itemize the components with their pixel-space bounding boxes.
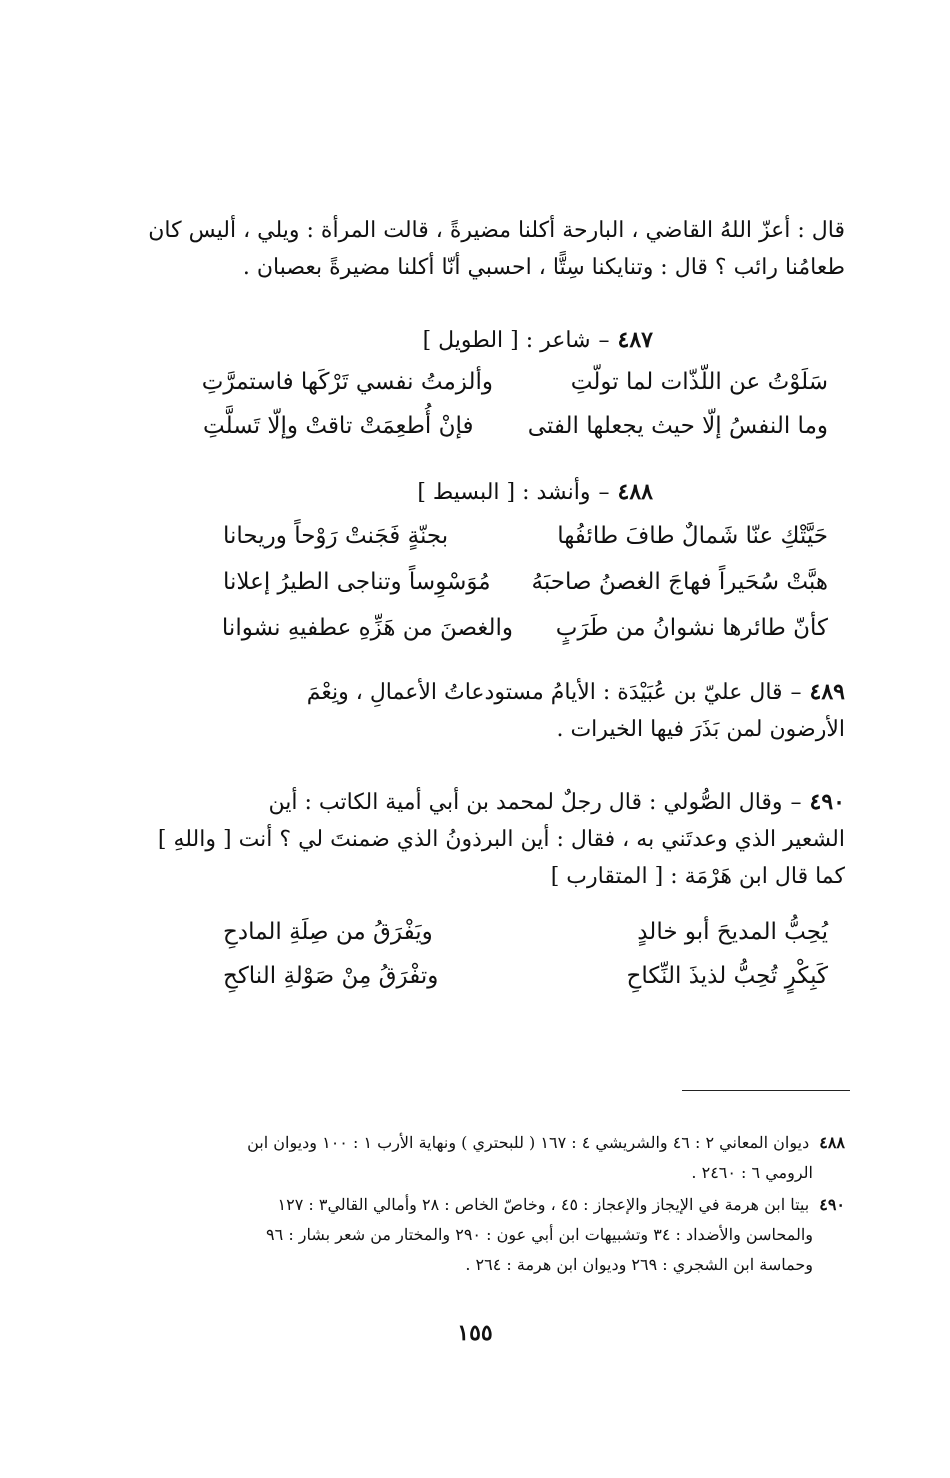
entry-490-line-1: [100, 784, 845, 821]
entry-intro: وأنشد :: [522, 480, 591, 505]
entry-dash: –: [598, 328, 610, 353]
hemistich-first: كأنّ طائرها نشوانُ من طَرَبٍ: [555, 615, 828, 641]
hemistich-first: سَلَوْتُ عن اللّذّات لما تولّتِ: [570, 369, 828, 395]
hemistich-first: حَيَّتْكِ عنّا شَمالٌ طافَ طائفُها: [557, 523, 828, 549]
entry-487-heading: [93, 322, 653, 359]
entry-dash: –: [790, 680, 802, 705]
entry-number: ٤٨٨: [617, 479, 653, 505]
hemistich-first: وما النفسُ إلّا حيث يجعلها الفتى: [527, 413, 828, 439]
entry-dash: –: [790, 790, 802, 815]
hemistich-second: والغصنَ من هَزِّهِ عطفيهِ نشوانا: [221, 615, 513, 641]
verse-487-1: [203, 362, 828, 402]
footnote-line: [100, 1190, 845, 1220]
entry-490-line-2: الشعير الذي وعدتَني به ، فقال : أين البرذونُ الذي ضمنتَ لي ؟ أنت [ واللهِ ]: [157, 827, 845, 852]
intro-line-1: قال : أعزّ اللهُ القاضي ، البارحة أكلنا مضيرةً ، قالت المرأة : ويلي ، أليس كان: [148, 218, 845, 243]
footnote-line: الرومي ٦ : ٢٤٦٠ .: [691, 1163, 813, 1182]
entry-intro: شاعر :: [525, 328, 591, 353]
entry-490: [100, 784, 845, 895]
footnote-text: بيتا ابن هرمة في الإيجاز والإعجاز : ٤٥ ، وخاصّ الخاص : ٢٨ وأمالي القالي٣ : ١٢٧: [277, 1195, 810, 1214]
entry-text: وقال الصُّولي : قال رجلٌ لمحمد بن أبي أمية الكاتب : أين: [268, 790, 783, 815]
entry-489-line-2: الأرضون لمن بَذَرَ فيها الخيرات .: [556, 717, 845, 742]
footnote-line: وحماسة ابن الشجري : ٢٦٩ وديوان ابن هرمة : ٢٦٤ .: [465, 1255, 813, 1274]
footnote-number: ٤٩٠: [819, 1195, 845, 1214]
hemistich-second: بجنّةٍ فَجَنتْ رَوْحاً وريحانا: [223, 523, 449, 549]
footnote-line: [100, 1128, 845, 1158]
hemistich-first: يُحِبُّ المديحَ أبو خالدٍ: [637, 919, 828, 945]
entry-dash: –: [598, 480, 610, 505]
hemistich-first: كَبِكْرٍ تُحِبُّ لذيذَ النِّكاحِ: [626, 963, 828, 989]
footnote-text: ديوان المعاني ٢ : ٤٦ والشريشي ٤ : ١٦٧ ( للبحتري ) ونهاية الأرب ١ : ١٠٠ وديوان ابن: [247, 1133, 810, 1152]
footnote-number: ٤٨٨: [819, 1133, 845, 1152]
hemistich-first: هبَّتْ سُحَيراً فهاجَ الغصنُ صاحبَهُ: [531, 569, 828, 595]
entry-text: كما قال ابن هَرْمَة :: [670, 864, 845, 889]
meter-label: [ البسيط ]: [417, 480, 516, 505]
intro-paragraph: [100, 212, 845, 286]
hemistich-second: فإنْ أُطعِمَتْ تاقتْ وإلّا تَسلَّتِ: [203, 413, 474, 439]
verse-488-1: [223, 516, 828, 556]
footnote-line: والمحاسن والأضداد : ٣٤ وتشبيهات ابن أبي عون : ٢٩٠ والمختار من شعر بشار : ٩٦: [266, 1225, 813, 1244]
footnote-490: [100, 1190, 845, 1280]
verse-488-3: [223, 608, 828, 648]
footnote-divider: [682, 1090, 850, 1091]
page-number: ١٥٥: [457, 1320, 493, 1346]
entry-489-line-1: [100, 674, 845, 711]
entry-number: ٤٨٧: [617, 327, 653, 353]
entry-number: ٤٨٩: [809, 679, 845, 705]
verse-487-2: [203, 406, 828, 446]
entry-490-line-3: [100, 858, 845, 895]
entry-number: ٤٩٠: [809, 789, 845, 815]
intro-line-2: طعامُنا رائب ؟ قال : وتنايكنا سِتًّا ، احسبي أنّا أكلنا مضيرةً بعصبان .: [242, 255, 845, 280]
entry-text: قال عليّ بن عُبَيْدَة : الأيامُ مستودعاتُ الأعمالِ ، ونِعْمَ: [306, 680, 783, 705]
entry-488-heading: [93, 474, 653, 511]
entry-489: [100, 674, 845, 748]
hemistich-second: ويَفْرَقُ من صِلَةِ المادحِ: [223, 919, 433, 945]
meter-label: [ المتقارب ]: [550, 864, 664, 889]
hemistich-second: مُوَسْوِساً وتناجى الطيرُ إعلانا: [223, 569, 491, 595]
footnote-488: [100, 1128, 845, 1188]
verse-488-2: [223, 562, 828, 602]
meter-label: [ الطويل ]: [422, 328, 519, 353]
hemistich-second: وتفْرَقُ مِنْ صَوْلةِ الناكحِ: [223, 963, 439, 989]
verse-490-1: [223, 912, 828, 952]
hemistich-second: وألزمتُ نفسي تَرْكَها فاستمرَّتِ: [201, 369, 493, 395]
verse-490-2: [223, 956, 828, 996]
